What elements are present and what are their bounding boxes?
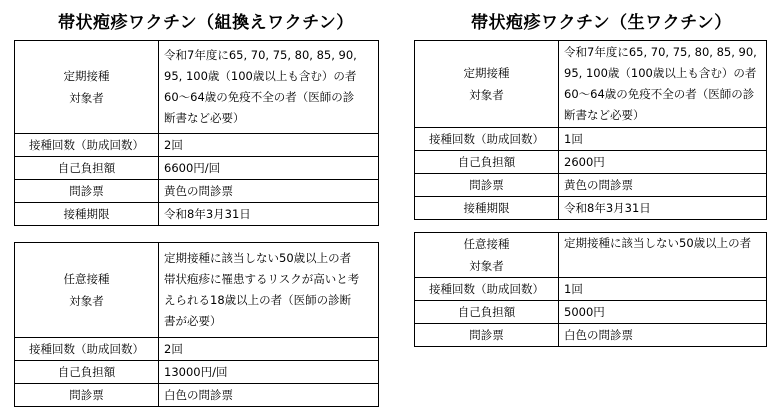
target-line: 断書など必要）: [164, 111, 245, 125]
right-voluntary-table: [414, 232, 767, 347]
doses-label: 接種回数（助成回数）: [415, 278, 559, 301]
target-line: 帯状疱疹に罹患するリスクが高いと考: [164, 272, 360, 286]
cost-value: 6600円/回: [159, 157, 379, 180]
cost-label: 自己負担額: [415, 151, 559, 174]
cost-label: 自己負担額: [15, 361, 159, 384]
routine-label: 定期接種: [463, 66, 510, 80]
questionnaire-value: 白色の問診票: [559, 324, 767, 347]
left-voluntary-table: [14, 242, 379, 407]
table-row: [415, 151, 767, 174]
table-row: [415, 41, 767, 128]
table-row: [415, 233, 767, 278]
target-line: 書が必要）: [164, 314, 222, 328]
doses-value: 1回: [559, 128, 767, 151]
target-value-cell: [559, 41, 767, 128]
target-label: 対象者: [469, 259, 504, 273]
left-title: 帯状疱疹ワクチン（組換えワクチン）: [58, 13, 354, 33]
table-row: [15, 134, 379, 157]
questionnaire-value: 黄色の問診票: [159, 180, 379, 203]
cost-label: 自己負担額: [15, 157, 159, 180]
cost-value: 2600円: [559, 151, 767, 174]
left-routine-table: [14, 40, 379, 226]
deadline-value: 令和8年3月31日: [559, 197, 767, 220]
target-value-cell: [159, 41, 379, 134]
target-line: 95, 100歳（100歳以上も含む）の者: [164, 69, 357, 83]
target-label: 対象者: [69, 91, 104, 105]
voluntary-label: 任意接種: [463, 237, 510, 251]
table-row: [15, 243, 379, 338]
deadline-label: 接種期限: [415, 197, 559, 220]
table-row: [415, 324, 767, 347]
table-row: [15, 157, 379, 180]
questionnaire-label: 問診票: [15, 384, 159, 407]
questionnaire-label: 問診票: [15, 180, 159, 203]
table-row: [15, 203, 379, 226]
table-row: [415, 301, 767, 324]
table-row: [15, 384, 379, 407]
target-line: 令和7年度に65, 70, 75, 80, 85, 90,: [164, 48, 357, 62]
target-line: 断書など必要）: [564, 108, 645, 122]
table-row: [415, 128, 767, 151]
target-line: 60～64歳の免疫不全の者（医師の診: [564, 87, 755, 101]
table-row: [415, 278, 767, 301]
doses-value: 2回: [159, 338, 379, 361]
target-label-cell: [415, 233, 559, 278]
target-line: 60～64歳の免疫不全の者（医師の診: [164, 90, 355, 104]
voluntary-label: 任意接種: [63, 272, 110, 286]
doses-label: 接種回数（助成回数）: [415, 128, 559, 151]
target-value-cell: [559, 233, 767, 278]
right-routine-table: [414, 40, 767, 220]
target-label-cell: [15, 243, 159, 338]
target-label-cell: [15, 41, 159, 134]
cost-value: 13000円/回: [159, 361, 379, 384]
cost-label: 自己負担額: [415, 301, 559, 324]
target-line: 95, 100歳（100歳以上も含む）の者: [564, 66, 757, 80]
target-label: 対象者: [469, 88, 504, 102]
target-value-cell: [159, 243, 379, 338]
table-row: [15, 180, 379, 203]
table-row: [15, 361, 379, 384]
questionnaire-value: 黄色の問診票: [559, 174, 767, 197]
table-row: [15, 41, 379, 134]
table-row: [415, 197, 767, 220]
doses-label: 接種回数（助成回数）: [15, 134, 159, 157]
questionnaire-value: 白色の問診票: [159, 384, 379, 407]
doses-value: 1回: [559, 278, 767, 301]
target-label: 対象者: [69, 294, 104, 308]
doses-label: 接種回数（助成回数）: [15, 338, 159, 361]
routine-label: 定期接種: [63, 69, 110, 83]
target-label-cell: [415, 41, 559, 128]
table-row: [415, 174, 767, 197]
doses-value: 2回: [159, 134, 379, 157]
deadline-value: 令和8年3月31日: [159, 203, 379, 226]
right-title: 帯状疱疹ワクチン（生ワクチン）: [471, 13, 732, 33]
cost-value: 5000円: [559, 301, 767, 324]
questionnaire-label: 問診票: [415, 174, 559, 197]
questionnaire-label: 問診票: [415, 324, 559, 347]
target-line: 定期接種に該当しない50歳以上の者: [164, 251, 352, 265]
target-line: 定期接種に該当しない50歳以上の者: [564, 236, 752, 250]
deadline-label: 接種期限: [15, 203, 159, 226]
target-line: えられる18歳以上の者（医師の診断: [164, 293, 352, 307]
table-row: [15, 338, 379, 361]
target-line: 令和7年度に65, 70, 75, 80, 85, 90,: [564, 45, 757, 59]
